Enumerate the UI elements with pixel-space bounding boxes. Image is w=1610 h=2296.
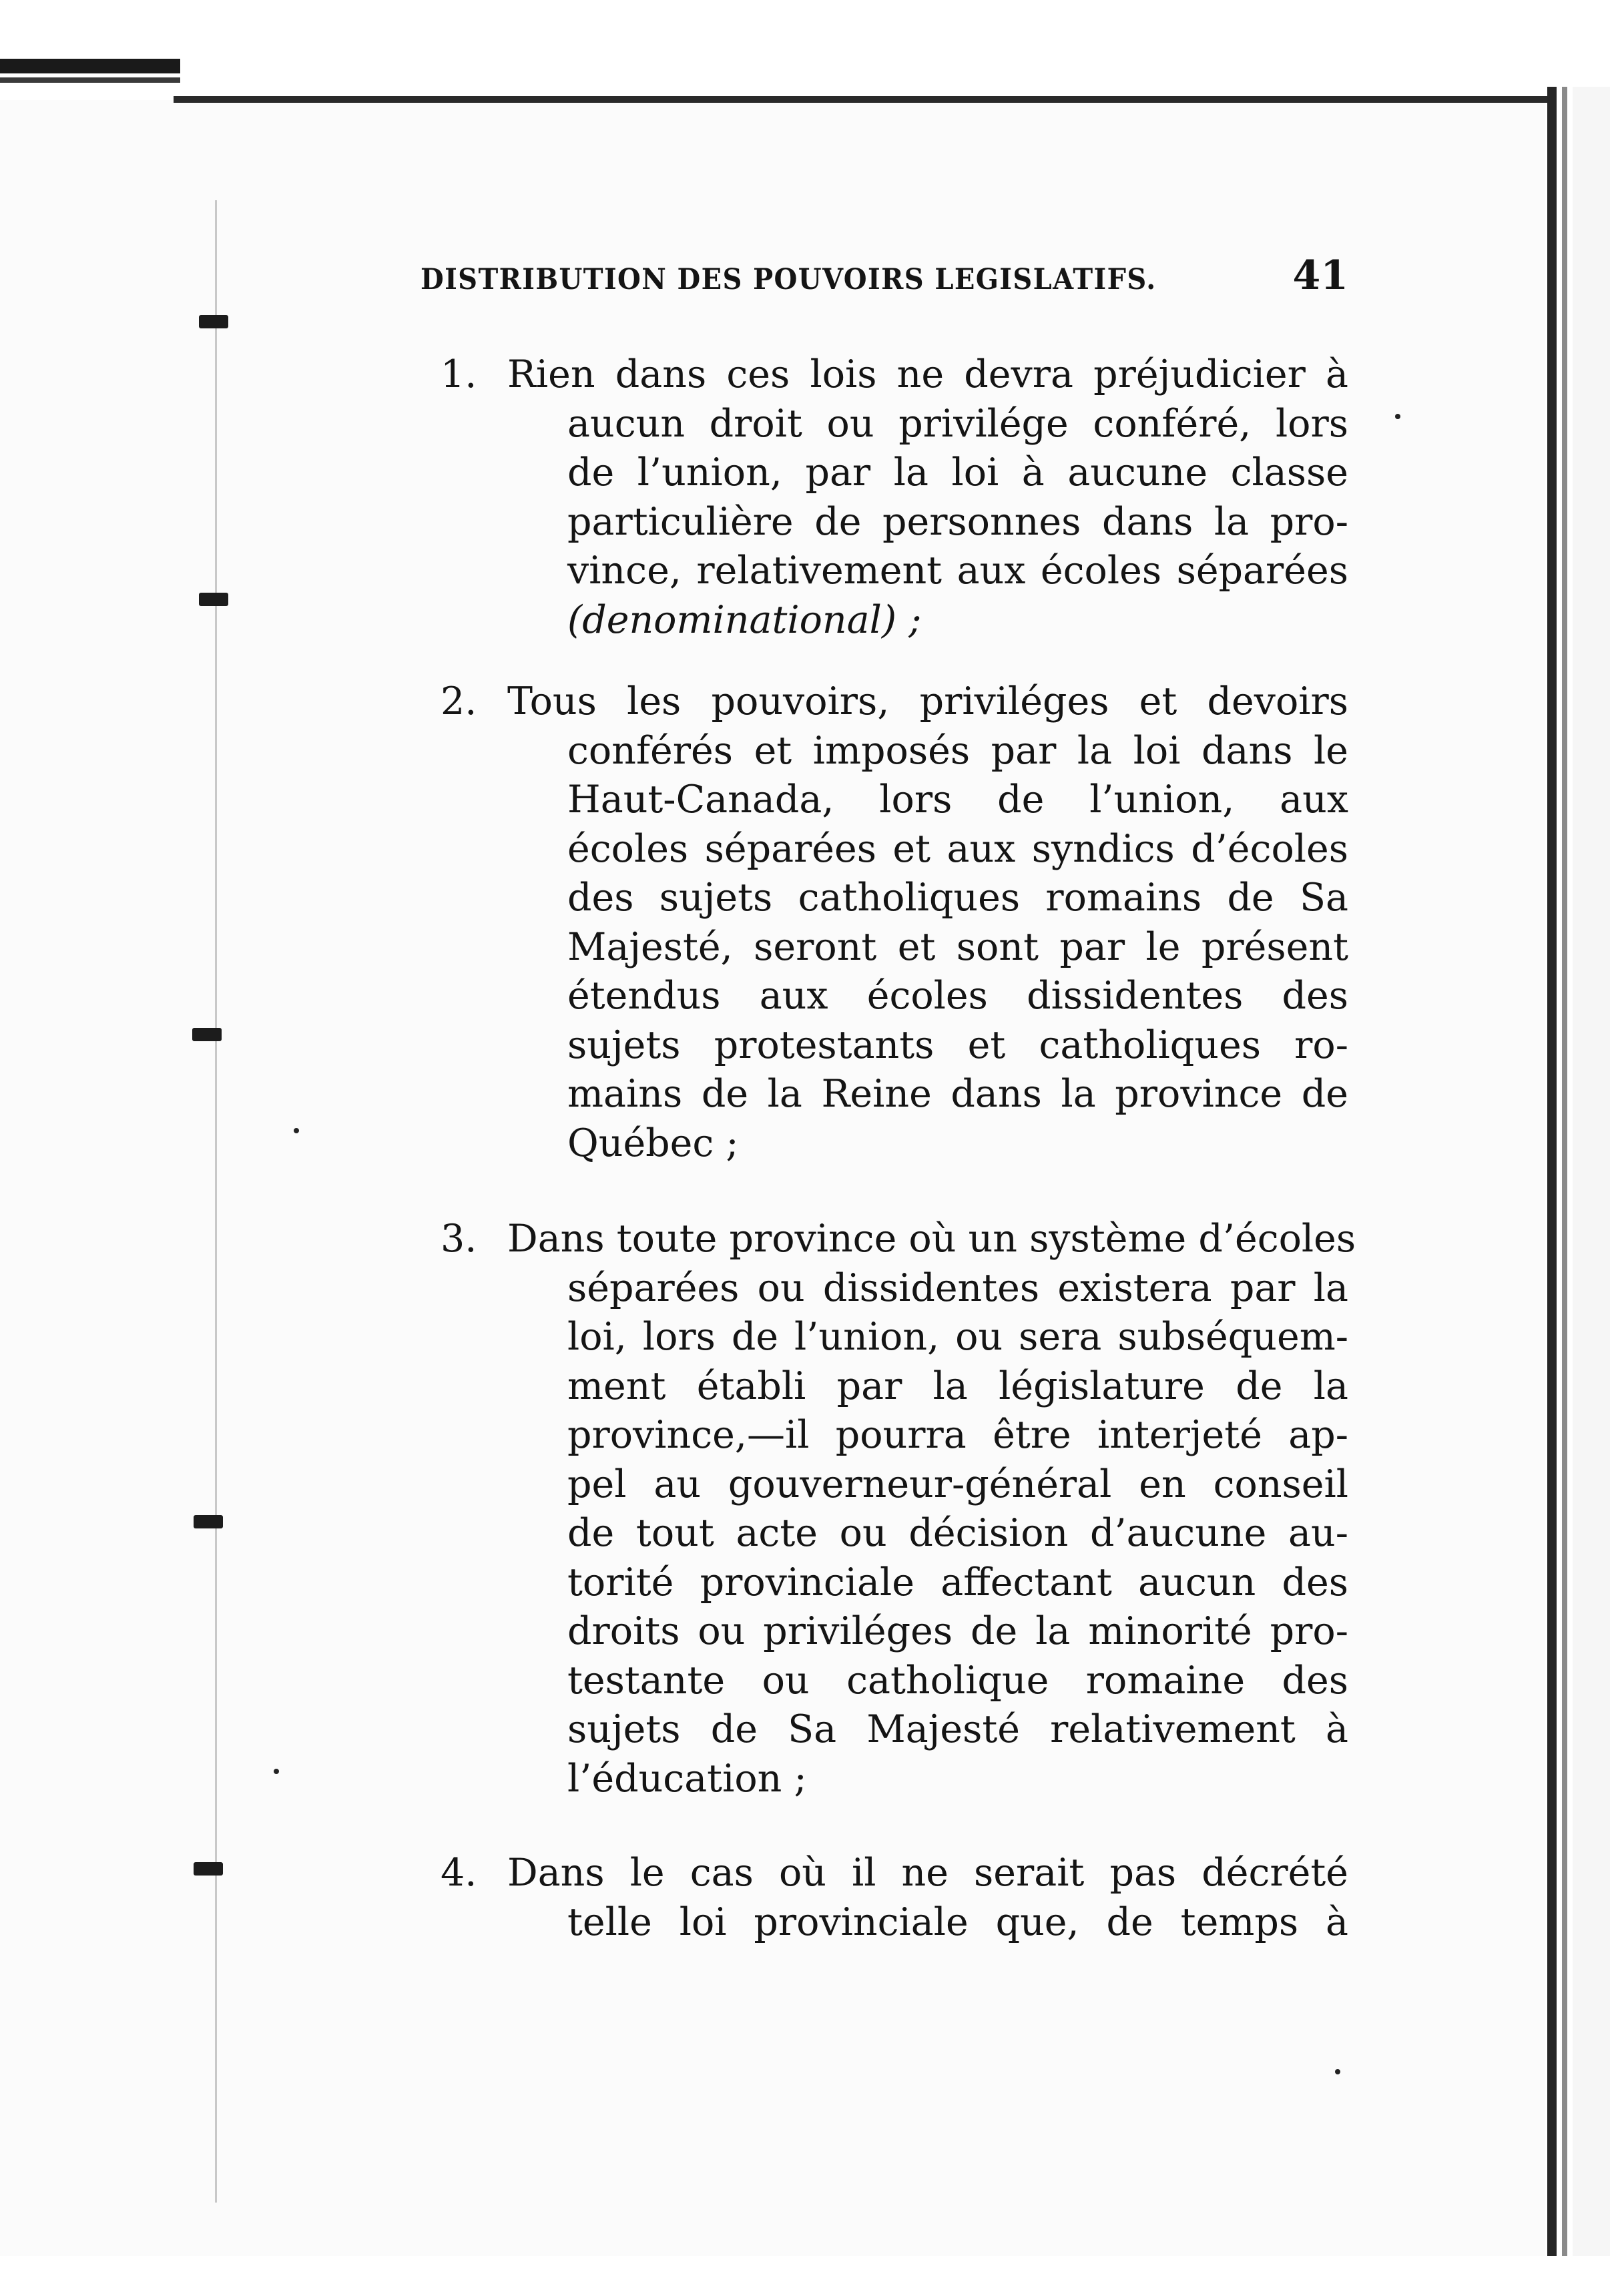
- item-number: 2.: [441, 679, 477, 724]
- list-item: [441, 350, 1348, 645]
- text-line: Tous les pouvoirs, priviléges et devoirs: [507, 679, 1348, 724]
- text-line: torité provinciale affectant aucun des: [567, 1560, 1348, 1605]
- text-line: vince, relativement aux écoles séparées: [567, 549, 1348, 593]
- text-line: Haut-Canada, lors de l’union, aux: [567, 778, 1348, 822]
- text-line: pel au gouverneur-général en conseil: [567, 1462, 1348, 1506]
- scan-speck: [1395, 414, 1400, 419]
- item-number: 3.: [441, 1217, 477, 1261]
- scan-speck: [294, 1128, 299, 1133]
- text-line: droits ou priviléges de la minorité pro-: [567, 1609, 1348, 1653]
- running-title: DISTRIBUTION DES POUVOIRS LEGISLATIFS.: [421, 263, 1157, 296]
- text-line: Dans toute province où un système d’écoles: [507, 1217, 1356, 1261]
- page-number: 41: [1292, 252, 1348, 299]
- text-line: particulière de personnes dans la pro-: [567, 499, 1348, 544]
- item-number: 1.: [441, 352, 477, 396]
- scan-speck: [274, 1769, 279, 1774]
- left-binding-edge: [0, 59, 180, 73]
- running-header: [421, 252, 1348, 306]
- page-right-edge-shadow: [1562, 87, 1567, 2256]
- binding-stitch: [192, 1028, 222, 1041]
- text-line: Dans le cas où il ne serait pas décrété: [507, 1851, 1348, 1895]
- gutter-stitch-line: [215, 200, 217, 2203]
- text-line: province,—il pourra être interjeté ap-: [567, 1413, 1348, 1457]
- text-line: loi, lors de l’union, ou sera subséquem-: [567, 1315, 1348, 1359]
- text-line: de tout acte ou décision d’aucune au-: [567, 1511, 1348, 1555]
- scan-speck: [1335, 2069, 1340, 2074]
- text-line: aucun droit ou privilége conféré, lors: [567, 401, 1348, 446]
- left-binding-shadow: [0, 77, 180, 83]
- binding-stitch: [194, 1515, 223, 1528]
- list-item: [441, 1849, 1348, 1947]
- text-line: des sujets catholiques romains de Sa: [567, 876, 1348, 920]
- text-line: Rien dans ces lois ne devra préjudicier à: [507, 352, 1348, 396]
- page-right-edge: [1547, 87, 1557, 2256]
- text-line: séparées ou dissidentes existera par la: [567, 1265, 1348, 1310]
- item-number: 4.: [441, 1851, 477, 1895]
- text-line: écoles séparées et aux syndics d’écoles: [567, 826, 1348, 871]
- text-line: Majesté, seront et sont par le présent: [567, 924, 1348, 969]
- text-line: de l’union, par la loi à aucune classe: [567, 451, 1348, 495]
- scan-background: [0, 0, 1610, 80]
- text-line: (denominational) ;: [567, 597, 922, 642]
- list-item: [441, 677, 1348, 1168]
- text-line: telle loi provinciale que, de temps à: [567, 1900, 1348, 1944]
- binding-stitch: [194, 1862, 223, 1876]
- text-line: conférés et imposés par la loi dans le: [567, 728, 1348, 773]
- binding-stitch: [199, 315, 228, 328]
- scan-right-margin: [1573, 87, 1610, 2256]
- list-item: [441, 1215, 1356, 1803]
- text-line: testante ou catholique romaine des: [567, 1658, 1348, 1703]
- text-line: Québec ;: [567, 1121, 739, 1165]
- text-line: ment établi par la législature de la: [567, 1364, 1348, 1408]
- text-line: l’éducation ;: [567, 1756, 807, 1801]
- text-line: mains de la Reine dans la province de: [567, 1072, 1348, 1116]
- binding-stitch: [199, 593, 228, 606]
- page-top-edge: [174, 96, 1549, 103]
- text-line: sujets protestants et catholiques ro-: [567, 1023, 1348, 1067]
- text-line: étendus aux écoles dissidentes des: [567, 974, 1348, 1018]
- text-line: sujets de Sa Majesté relativement à: [567, 1707, 1348, 1751]
